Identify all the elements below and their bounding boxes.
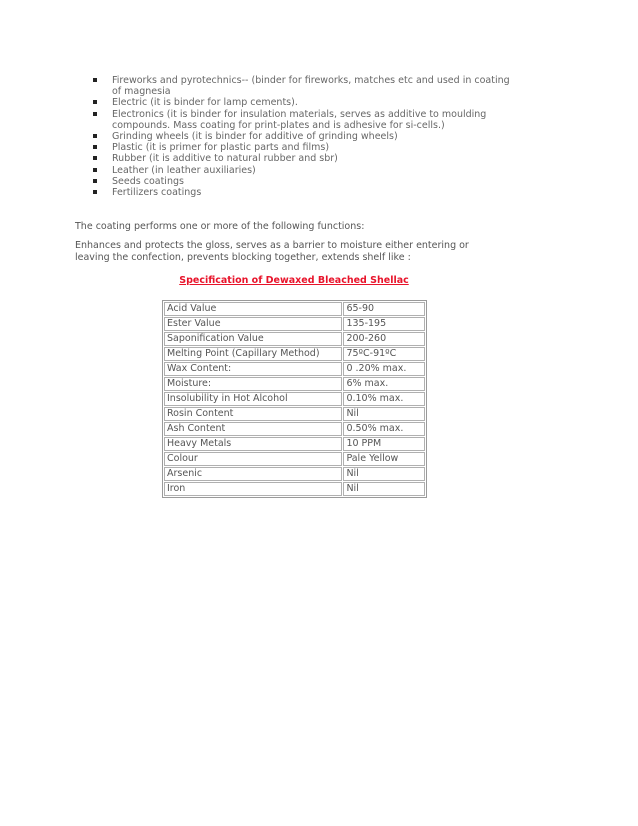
property-cell: Moisture: xyxy=(164,377,342,391)
list-item xyxy=(90,165,510,176)
table-row xyxy=(164,332,425,346)
value-cell: Pale Yellow xyxy=(343,452,425,466)
square-bullet-icon xyxy=(93,190,97,194)
value-cell: 135-195 xyxy=(343,317,425,331)
list-item xyxy=(90,131,510,142)
property-cell: Arsenic xyxy=(164,467,342,481)
list-item xyxy=(90,75,510,97)
list-item-text: Leather (in leather auxiliaries) xyxy=(112,164,256,176)
value-cell: Nil xyxy=(343,407,425,421)
list-item-text: Electronics (it is binder for insulation materials, serves as additive to moulding compounds. Mass coating for print-plates and is adhesive for si-cells.) xyxy=(112,108,487,131)
square-bullet-icon xyxy=(93,112,97,116)
list-item-text: Plastic (it is primer for plastic parts and films) xyxy=(112,142,330,154)
value-cell: 0 .20% max. xyxy=(343,362,425,376)
square-bullet-icon xyxy=(93,179,97,183)
functions-paragraph: Enhances and protects the gloss, serves as a barrier to moisture either entering or leaving the confection, prevents blocking together, extends shelf like : xyxy=(75,240,469,263)
value-cell: 0.50% max. xyxy=(343,422,425,436)
list-item-text: Grinding wheels (it is binder for additive of grinding wheels) xyxy=(112,131,398,143)
value-cell: 75ºC-91ºC xyxy=(343,347,425,361)
list-item xyxy=(90,176,510,187)
list-item-text: Rubber (it is additive to natural rubber and sbr) xyxy=(112,153,338,165)
table-row xyxy=(164,392,425,406)
list-item xyxy=(90,109,510,131)
property-cell: Ester Value xyxy=(164,317,342,331)
value-cell: Nil xyxy=(343,467,425,481)
value-cell: 6% max. xyxy=(343,377,425,391)
table-row xyxy=(164,407,425,421)
table-row xyxy=(164,437,425,451)
list-item xyxy=(90,142,510,153)
property-cell: Acid Value xyxy=(164,302,342,316)
list-item xyxy=(90,187,510,198)
functions-intro-paragraph: The coating performs one or more of the following functions: xyxy=(75,221,365,232)
table-row xyxy=(164,467,425,481)
list-item-text: Fertilizers coatings xyxy=(112,187,202,199)
square-bullet-icon xyxy=(93,78,97,82)
value-cell: 65-90 xyxy=(343,302,425,316)
property-cell: Ash Content xyxy=(164,422,342,436)
property-cell: Saponification Value xyxy=(164,332,342,346)
property-cell: Melting Point (Capillary Method) xyxy=(164,347,342,361)
spec-table-title: Specification of Dewaxed Bleached Shellac xyxy=(179,275,409,286)
list-item xyxy=(90,153,510,164)
table-row xyxy=(164,482,425,496)
table-row xyxy=(164,347,425,361)
square-bullet-icon xyxy=(93,134,97,138)
list-item-text: Seeds coatings xyxy=(112,175,184,187)
list-item xyxy=(90,97,510,108)
square-bullet-icon xyxy=(93,168,97,172)
applications-list xyxy=(90,75,510,198)
value-cell: 10 PPM xyxy=(343,437,425,451)
square-bullet-icon xyxy=(93,145,97,149)
table-row xyxy=(164,452,425,466)
property-cell: Insolubility in Hot Alcohol xyxy=(164,392,342,406)
property-cell: Heavy Metals xyxy=(164,437,342,451)
list-item-text: Fireworks and pyrotechnics-- (binder for fireworks, matches etc and used in coating of magnesia xyxy=(112,75,510,98)
value-cell: Nil xyxy=(343,482,425,496)
table-row xyxy=(164,377,425,391)
table-row xyxy=(164,317,425,331)
property-cell: Rosin Content xyxy=(164,407,342,421)
table-row xyxy=(164,302,425,316)
property-cell: Wax Content: xyxy=(164,362,342,376)
property-cell: Colour xyxy=(164,452,342,466)
spec-table xyxy=(162,300,427,498)
table-row xyxy=(164,362,425,376)
value-cell: 200-260 xyxy=(343,332,425,346)
square-bullet-icon xyxy=(93,100,97,104)
value-cell: 0.10% max. xyxy=(343,392,425,406)
property-cell: Iron xyxy=(164,482,342,496)
square-bullet-icon xyxy=(93,156,97,160)
table-row xyxy=(164,422,425,436)
list-item-text: Electric (it is binder for lamp cements). xyxy=(112,97,298,109)
